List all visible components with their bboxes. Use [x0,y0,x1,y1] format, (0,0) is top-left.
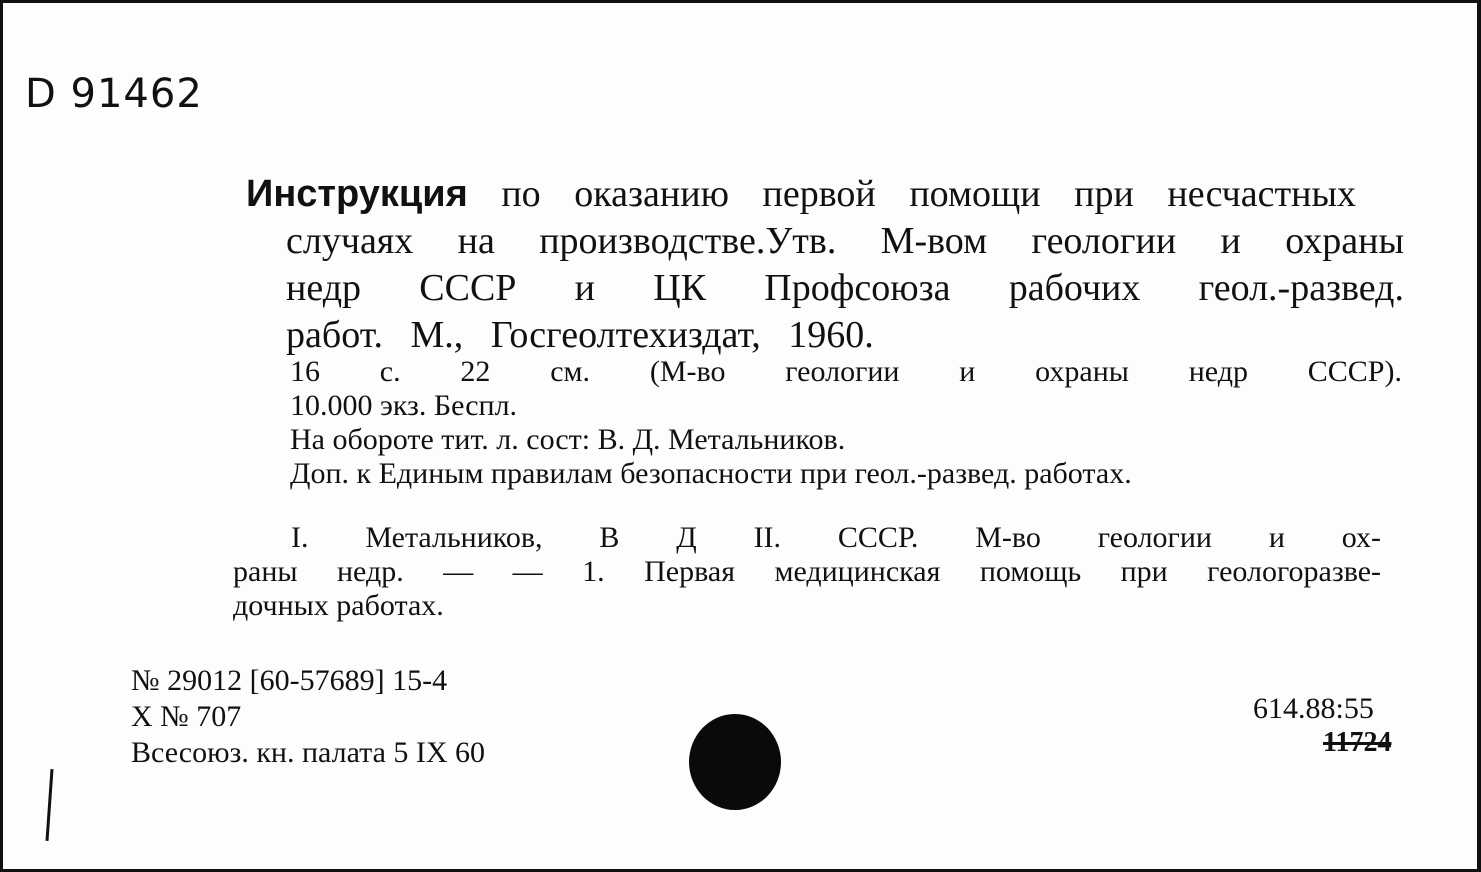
punch-hole [689,714,781,810]
title-line-2: случаях на производстве.Утв. М-вом геологии и охраны [286,220,1404,262]
supplement-note: Доп. к Единым правилам безопасности при геол.-развед. работах. [290,457,1132,490]
struck-number: 11724 [1323,727,1392,758]
tracings-block [233,521,1381,623]
title-line-4: работ. М., Госгеолтехиздат, 1960. [286,314,874,356]
collation-line: 16 с. 22 см. (М-во геологии и охраны недр СССР). [290,355,1402,388]
tracing-line-1: I. Метальников, В Д II. СССР. М-во геологии и ох- [291,521,1381,554]
catalog-number: Х № 707 [131,700,242,733]
title-block [246,171,1404,359]
registry-block [131,663,485,771]
pen-mark [45,769,53,841]
details-block [290,355,1402,491]
title-line-3: недр СССР и ЦК Профсоюза рабочих геол.-развед. [286,267,1404,309]
classification-code: 614.88:55 [1253,692,1374,725]
title-line-1: Инструкция по оказанию первой помощи при несчастных [246,173,1356,215]
tracing-line-3: дочных работах. [233,589,444,622]
tracing-line-2: раны недр. — — 1. Первая медицинская помощь при геологоразве- [233,555,1381,588]
chamber-stamp: Всесоюз. кн. палата 5 IX 60 [131,736,486,769]
call-number: D 91462 [25,71,203,117]
compiler-note: На обороте тит. л. сост: В. Д. Метальников. [290,423,846,456]
registry-number: № 29012 [60-57689] 15-4 [131,664,448,697]
edition-line: 10.000 экз. Беспл. [290,389,518,422]
